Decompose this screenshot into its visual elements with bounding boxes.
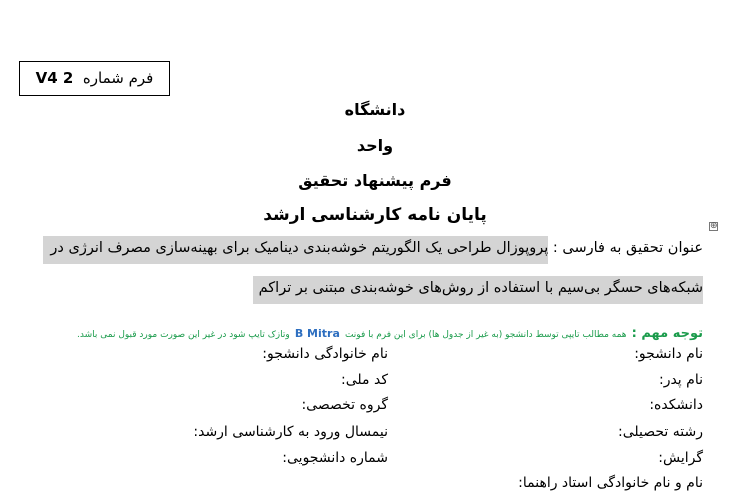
university-heading: دانشگاه (344, 100, 406, 119)
faculty-label: دانشکده: (649, 397, 703, 413)
form-title-heading: فرم پیشنهاد تحقیق (298, 171, 452, 190)
family-name-label: نام خانوادگی دانشجو: (262, 346, 388, 362)
note-label: توجه مهم : (631, 326, 703, 341)
persian-title-text-1: پروپوزال طراحی یک الگوریتم خوشه‌بندی دینامیک برای بهینه‌سازی مصرف انرژی در (43, 236, 548, 264)
father-name-label: نام پدر: (658, 372, 703, 388)
table-move-handle-icon[interactable]: ⊕ (710, 221, 718, 231)
persian-title-line-1 (43, 240, 703, 256)
form-number-value: V4 2 (35, 69, 74, 87)
form-number-box (19, 61, 170, 96)
field-of-study-label: رشته تحصیلی: (618, 424, 703, 440)
note-font-name: B Mitra (294, 327, 340, 340)
entry-semester-label: نیمسال ورود به کارشناسی ارشد: (193, 424, 388, 440)
national-code-label: کد ملی: (341, 372, 388, 388)
specialty-group-label: گروه تخصصی: (301, 397, 388, 413)
orientation-label: گرایش: (658, 450, 703, 466)
persian-title-text-2: شبکه‌های حسگر بی‌سیم با استفاده از روش‌های خوشه‌بندی مبتنی بر تراکم (253, 276, 703, 304)
persian-title-line-2 (253, 280, 703, 296)
important-note (77, 322, 703, 341)
thesis-type-heading: پایان نامه کارشناسی ارشد (263, 205, 487, 225)
note-text-2: وتازک تایپ شود در غیر این صورت مورد قبول نمی باشد. (77, 330, 290, 340)
student-number-label: شماره دانشجویی: (282, 450, 388, 466)
note-text-1: همه مطالب تایپی توسط دانشجو (به غیر از جدول ها) برای این فرم با فونت (344, 330, 627, 340)
student-name-label: نام دانشجو: (634, 346, 703, 362)
branch-heading: واحد (356, 136, 394, 155)
persian-title-label: عنوان تحقیق به فارسی : (552, 240, 703, 256)
form-number-label: فرم شماره (82, 69, 154, 87)
advisor-name-label: نام و نام خانوادگی استاد راهنما: (518, 475, 703, 491)
